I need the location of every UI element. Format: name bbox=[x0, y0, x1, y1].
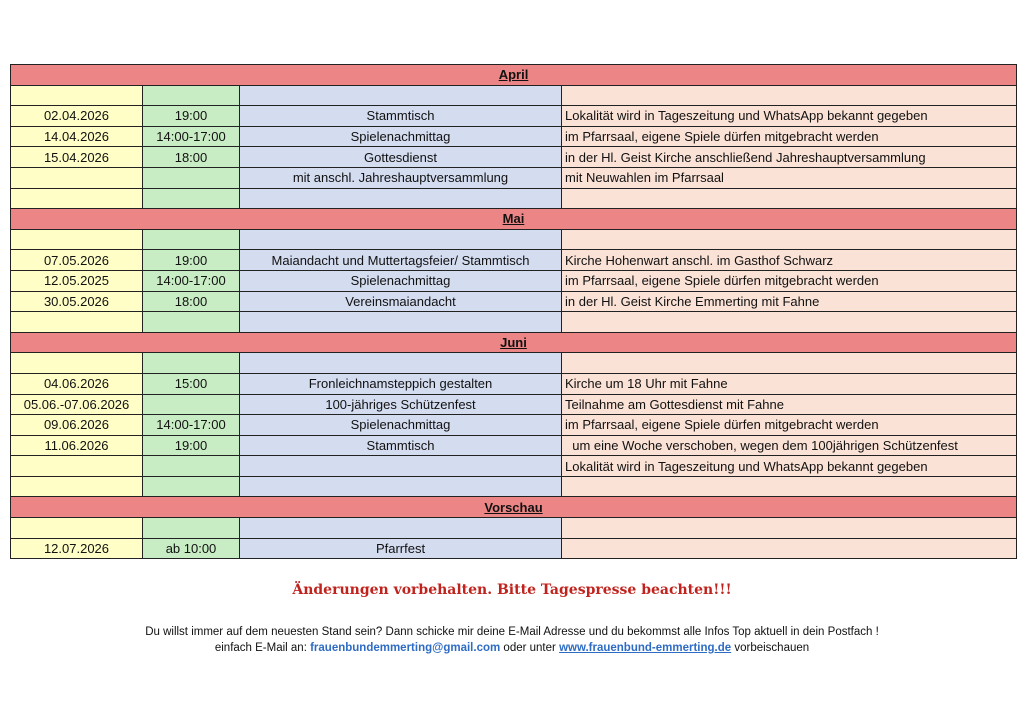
table-row bbox=[11, 415, 1017, 436]
info-cell: Lokalität wird in Tageszeitung und WhatsApp bekannt gegeben bbox=[562, 456, 1017, 477]
month-title: Vorschau bbox=[11, 497, 1017, 518]
info-cell bbox=[562, 353, 1017, 374]
date-cell: 07.05.2026 bbox=[11, 250, 143, 271]
table-row bbox=[11, 106, 1017, 127]
time-cell: 14:00-17:00 bbox=[143, 126, 240, 147]
info-cell bbox=[562, 85, 1017, 106]
event-cell: Gottesdienst bbox=[240, 147, 562, 168]
table-row bbox=[11, 456, 1017, 477]
date-cell bbox=[11, 188, 143, 209]
date-cell: 09.06.2026 bbox=[11, 415, 143, 436]
table-row bbox=[11, 518, 1017, 539]
info-cell: in der Hl. Geist Kirche Emmerting mit Fahne bbox=[562, 291, 1017, 312]
date-cell: 12.05.2025 bbox=[11, 270, 143, 291]
month-header-april bbox=[11, 65, 1017, 86]
time-cell: 14:00-17:00 bbox=[143, 415, 240, 436]
event-cell: Spielenachmittag bbox=[240, 270, 562, 291]
footer-suffix: vorbeischauen bbox=[731, 642, 810, 654]
time-cell bbox=[143, 167, 240, 188]
time-cell: 19:00 bbox=[143, 435, 240, 456]
date-cell bbox=[11, 476, 143, 497]
event-cell bbox=[240, 188, 562, 209]
table-row bbox=[11, 373, 1017, 394]
info-cell bbox=[562, 538, 1017, 559]
info-cell: um eine Woche verschoben, wegen dem 100jährigen Schützenfest bbox=[562, 435, 1017, 456]
time-cell bbox=[143, 229, 240, 250]
event-cell bbox=[240, 476, 562, 497]
event-cell: Spielenachmittag bbox=[240, 415, 562, 436]
month-title: Mai bbox=[11, 209, 1017, 230]
info-cell: Lokalität wird in Tageszeitung und WhatsApp bekannt gegeben bbox=[562, 106, 1017, 127]
date-cell bbox=[11, 518, 143, 539]
table-row bbox=[11, 188, 1017, 209]
table-row bbox=[11, 270, 1017, 291]
table-row bbox=[11, 229, 1017, 250]
info-cell bbox=[562, 188, 1017, 209]
time-cell bbox=[143, 476, 240, 497]
info-cell: im Pfarrsaal, eigene Spiele dürfen mitgebracht werden bbox=[562, 126, 1017, 147]
event-cell bbox=[240, 229, 562, 250]
date-cell: 14.04.2026 bbox=[11, 126, 143, 147]
event-cell: mit anschl. Jahreshauptversammlung bbox=[240, 167, 562, 188]
footer-contact-line bbox=[0, 642, 1024, 654]
time-cell bbox=[143, 353, 240, 374]
table-row bbox=[11, 394, 1017, 415]
event-cell: Maiandacht und Muttertagsfeier/ Stammtisch bbox=[240, 250, 562, 271]
event-cell: Spielenachmittag bbox=[240, 126, 562, 147]
table-row bbox=[11, 126, 1017, 147]
time-cell: 18:00 bbox=[143, 147, 240, 168]
table-row bbox=[11, 167, 1017, 188]
date-cell bbox=[11, 167, 143, 188]
info-cell: Teilnahme am Gottesdienst mit Fahne bbox=[562, 394, 1017, 415]
event-cell bbox=[240, 85, 562, 106]
info-cell: in der Hl. Geist Kirche anschließend Jahreshauptversammlung bbox=[562, 147, 1017, 168]
event-cell: 100-jähriges Schützenfest bbox=[240, 394, 562, 415]
month-title: Juni bbox=[11, 332, 1017, 353]
table-row bbox=[11, 435, 1017, 456]
info-cell: Kirche Hohenwart anschl. im Gasthof Schwarz bbox=[562, 250, 1017, 271]
month-header-mai bbox=[11, 209, 1017, 230]
date-cell: 05.06.-07.06.2026 bbox=[11, 394, 143, 415]
date-cell bbox=[11, 456, 143, 477]
table-row bbox=[11, 312, 1017, 333]
info-cell bbox=[562, 518, 1017, 539]
table-row bbox=[11, 85, 1017, 106]
time-cell: 18:00 bbox=[143, 291, 240, 312]
date-cell bbox=[11, 229, 143, 250]
time-cell: 19:00 bbox=[143, 106, 240, 127]
date-cell: 04.06.2026 bbox=[11, 373, 143, 394]
info-cell: mit Neuwahlen im Pfarrsaal bbox=[562, 167, 1017, 188]
event-cell bbox=[240, 456, 562, 477]
event-cell: Stammtisch bbox=[240, 106, 562, 127]
table-row bbox=[11, 476, 1017, 497]
date-cell: 02.04.2026 bbox=[11, 106, 143, 127]
month-title: April bbox=[11, 65, 1017, 86]
website-link[interactable]: www.frauenbund-emmerting.de bbox=[559, 642, 732, 654]
time-cell: ab 10:00 bbox=[143, 538, 240, 559]
time-cell bbox=[143, 188, 240, 209]
info-cell bbox=[562, 229, 1017, 250]
table-row bbox=[11, 353, 1017, 374]
info-cell bbox=[562, 476, 1017, 497]
info-cell: im Pfarrsaal, eigene Spiele dürfen mitgebracht werden bbox=[562, 415, 1017, 436]
footer-prefix: einfach E-Mail an: bbox=[214, 642, 311, 654]
schedule-table bbox=[10, 64, 1017, 559]
time-cell bbox=[143, 312, 240, 333]
month-header-vorschau bbox=[11, 497, 1017, 518]
date-cell: 30.05.2026 bbox=[11, 291, 143, 312]
time-cell: 14:00-17:00 bbox=[143, 270, 240, 291]
date-cell: 11.06.2026 bbox=[11, 435, 143, 456]
time-cell bbox=[143, 456, 240, 477]
table-row bbox=[11, 147, 1017, 168]
date-cell: 15.04.2026 bbox=[11, 147, 143, 168]
event-cell: Stammtisch bbox=[240, 435, 562, 456]
event-cell bbox=[240, 518, 562, 539]
time-cell bbox=[143, 85, 240, 106]
event-cell bbox=[240, 353, 562, 374]
footer-middle: oder unter bbox=[500, 642, 560, 654]
time-cell: 19:00 bbox=[143, 250, 240, 271]
event-cell: Vereinsmaiandacht bbox=[240, 291, 562, 312]
date-cell bbox=[11, 312, 143, 333]
changes-notice: Änderungen vorbehalten. Bitte Tagespresse beachten!!! bbox=[292, 582, 732, 598]
email-link[interactable]: frauenbundemmerting@gmail.com bbox=[310, 642, 501, 654]
date-cell bbox=[11, 85, 143, 106]
event-cell: Pfarrfest bbox=[240, 538, 562, 559]
footer-info-line: Du willst immer auf dem neuesten Stand sein? Dann schicke mir deine E-Mail Adresse und du bekommst alle Infos Top aktuell in dein Postfach ! bbox=[145, 626, 879, 638]
info-cell: Kirche um 18 Uhr mit Fahne bbox=[562, 373, 1017, 394]
table-row bbox=[11, 250, 1017, 271]
time-cell bbox=[143, 518, 240, 539]
date-cell: 12.07.2026 bbox=[11, 538, 143, 559]
time-cell bbox=[143, 394, 240, 415]
month-header-juni bbox=[11, 332, 1017, 353]
table-row bbox=[11, 538, 1017, 559]
info-cell: im Pfarrsaal, eigene Spiele dürfen mitgebracht werden bbox=[562, 270, 1017, 291]
table-row bbox=[11, 291, 1017, 312]
date-cell bbox=[11, 353, 143, 374]
time-cell: 15:00 bbox=[143, 373, 240, 394]
event-cell bbox=[240, 312, 562, 333]
info-cell bbox=[562, 312, 1017, 333]
event-cell: Fronleichnamsteppich gestalten bbox=[240, 373, 562, 394]
